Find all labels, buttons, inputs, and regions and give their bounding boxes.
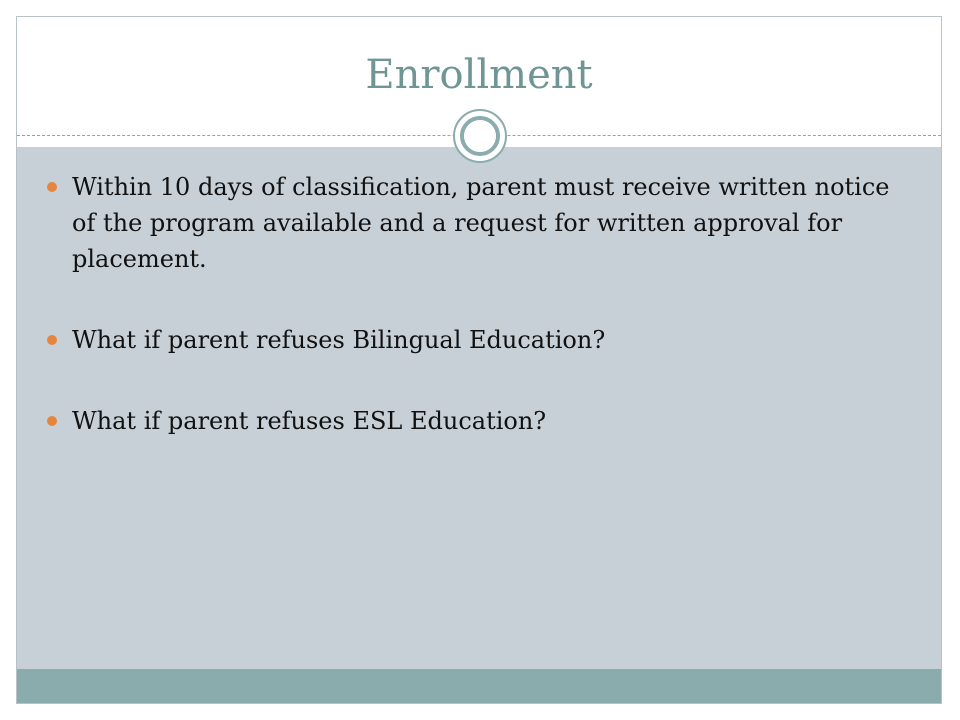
slide-title: Enrollment: [365, 52, 593, 98]
bullet-text-3: What if parent refuses ESL Education?: [72, 407, 547, 435]
bullet-text-1: Within 10 days of classification, parent must receive written notice of the program available and a request for written approval for placement.: [72, 173, 890, 273]
bullet-text-2: What if parent refuses Bilingual Education?: [72, 326, 606, 354]
bullet-dot-icon: [47, 335, 57, 345]
slide: [16, 16, 942, 704]
bullet-dot-icon: [47, 182, 57, 192]
footer-band: [17, 669, 941, 703]
bullet-dot-icon: [47, 416, 57, 426]
bullet-item-2: [47, 322, 917, 358]
circle-ornament-icon: [453, 109, 507, 163]
bullet-list: [47, 169, 917, 439]
bullet-item-3: [47, 403, 917, 439]
bullet-item-1: [47, 169, 917, 277]
